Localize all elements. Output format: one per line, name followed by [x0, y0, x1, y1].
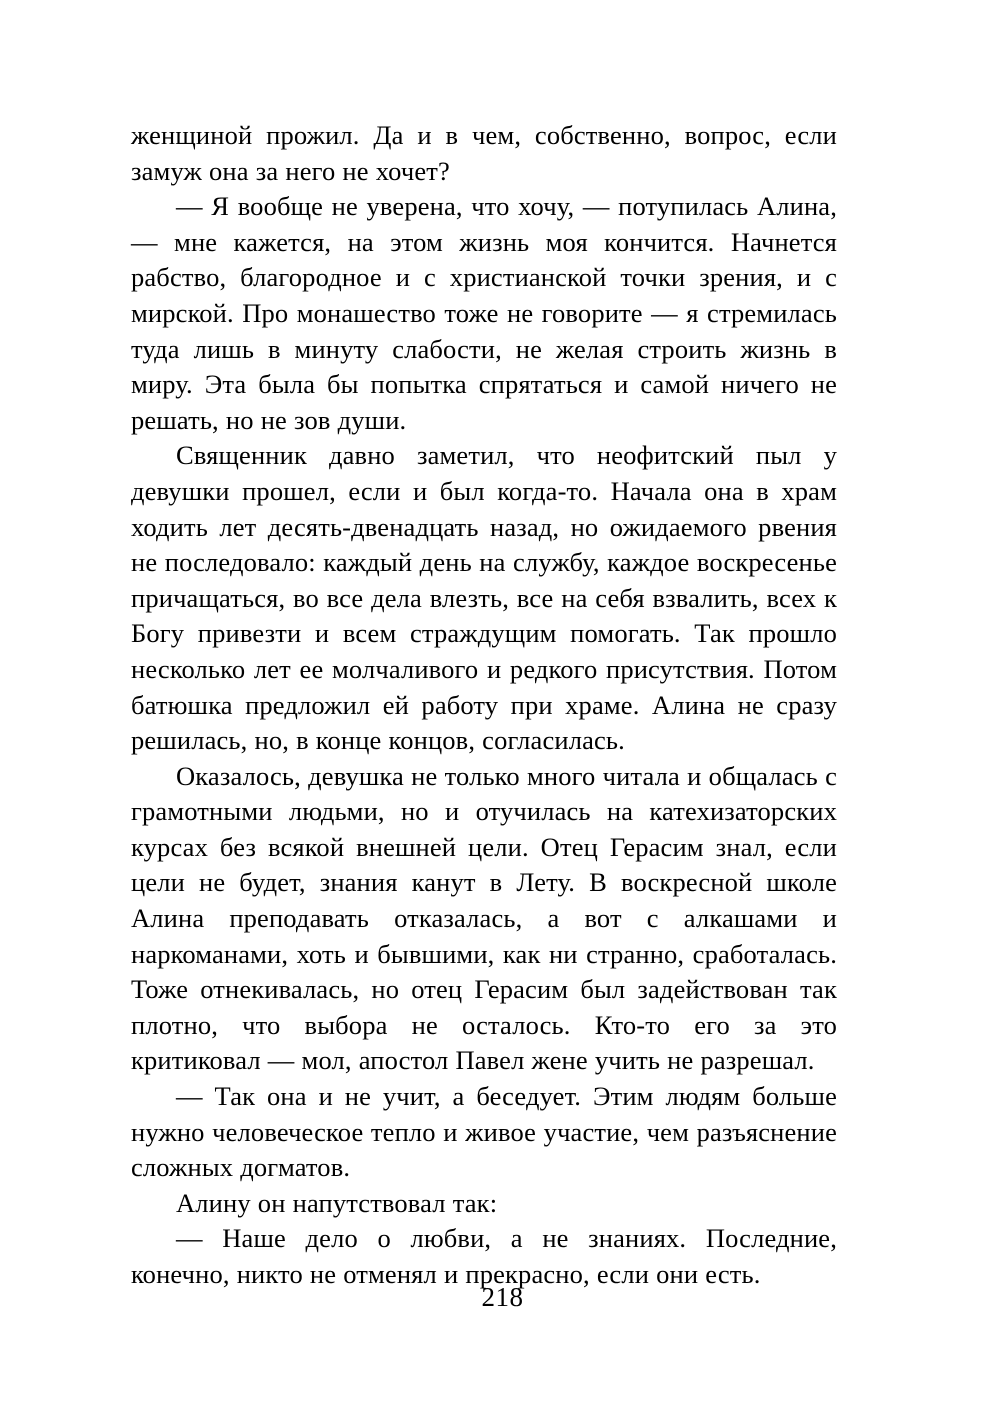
page-text-body — [131, 118, 837, 1293]
paragraph-1: женщиной прожил. Да и в чем, собственно, вопрос, если замуж она за него не хочет? — [131, 120, 837, 186]
paragraph-5: — Так она и не учит, а беседует. Этим людям больше нужно человеческое тепло и живое участие, чем разъяснение сложных догматов. — [131, 1081, 837, 1183]
paragraph-2: — Я вообще не уверена, что хочу, — потупилась Алина, — мне кажется, на этом жизнь моя кончится. Начнется рабство, благородное и с христианской точки зрения, и с мирской. Про монашество тоже не говорите — я стремилась туда лишь в минуту слабости, не желая строить жизнь в миру. Эта была бы попытка спрятаться и самой ничего не решать, но не зов души. — [131, 191, 837, 435]
paragraph-7: — Наше дело о любви, а не знаниях. Последние, конечно, никто не отменял и прекрасно, если они есть. — [131, 1223, 837, 1289]
paragraph-4: Оказалось, девушка не только много читала и общалась с грамотными людьми, но и отучилась на катехизаторских курсах без всякой внешней цели. Отец Герасим знал, если цели не будет, знания канут в Лету. В воскресной школе Алина преподавать отказалась, а вот с алкашами и наркоманами, хоть и бывшими, как ни странно, сработалась. Тоже отнекивалась, но отец Герасим был задействован так плотно, что выбора не осталось. Кто-то его за это критиковал — мол, апостол Павел жене учить не разрешал. — [131, 760, 837, 1076]
paragraph-6: Алину он напутствовал так: — [176, 1187, 498, 1218]
page-number: 218 — [481, 1282, 524, 1312]
paragraph-3: Священник давно заметил, что неофитский пыл у девушки прошел, если и был когда-то. Начала она в храм ходить лет десять-двенадцать назад, но ожидаемого рвения не последовало: каждый день на службу, каждое воскресенье причащаться, во все дела влезть, все на себя взвалить, всех к Богу привезти и всем страждущим помогать. Так прошло несколько лет ее молчаливого и редкого присутствия. Потом батюшка предложил ей работу при храме. Алина не сразу решилась, но, в конце концов, согласилась. — [131, 440, 837, 756]
